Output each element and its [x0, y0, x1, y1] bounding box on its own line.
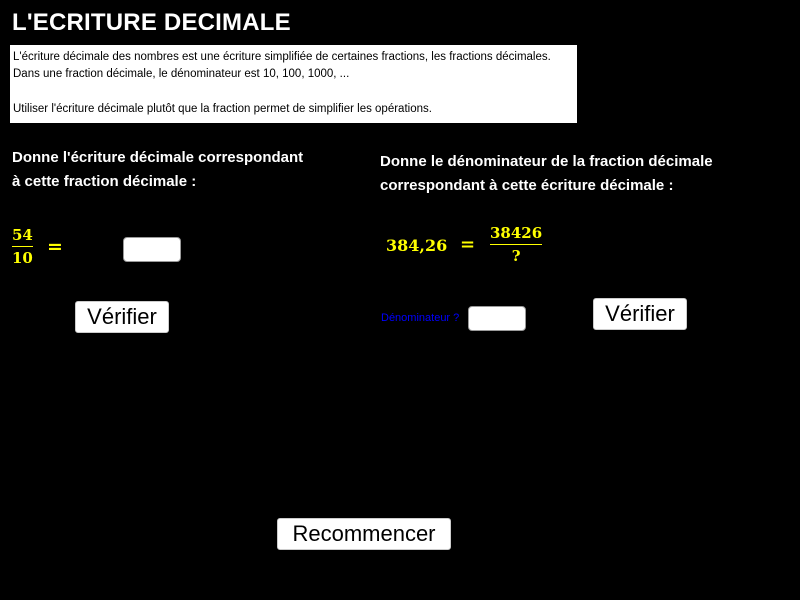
- denominator-answer-input[interactable]: [468, 306, 526, 331]
- right-decimal-number: 384,26: [386, 236, 448, 255]
- left-fraction: [12, 226, 33, 267]
- right-question: [380, 150, 713, 198]
- left-question-line-2: à cette fraction décimale :: [12, 173, 197, 190]
- left-question: [12, 146, 303, 194]
- intro-line-3: Utiliser l'écriture décimale plutôt que la fraction permet de simplifier les opérations.: [13, 103, 432, 115]
- right-fraction-bar: [490, 244, 542, 245]
- intro-line-1: L'écriture décimale des nombres est une écriture simplifiée de certaines fractions, les fractions décimales.: [13, 51, 551, 63]
- left-fraction-bar: [12, 246, 33, 247]
- intro-panel: [10, 45, 577, 123]
- right-fraction-denominator: ?: [511, 247, 521, 265]
- verify-denominator-button[interactable]: Vérifier: [593, 298, 687, 330]
- right-fraction: [490, 224, 542, 265]
- left-fraction-numerator: 54: [12, 226, 33, 244]
- decimal-answer-input[interactable]: [123, 237, 181, 262]
- left-fraction-denominator: 10: [12, 249, 33, 267]
- intro-line-2: Dans une fraction décimale, le dénominateur est 10, 100, 1000, ...: [13, 68, 350, 80]
- intro-spacer: [13, 83, 574, 101]
- page-title: L'ECRITURE DECIMALE: [12, 9, 291, 36]
- verify-decimal-button[interactable]: Vérifier: [75, 301, 169, 333]
- right-question-line-2: correspondant à cette écriture décimale :: [380, 177, 674, 194]
- denominator-input-label: Dénominateur ?: [381, 312, 460, 324]
- left-equals-sign: =: [47, 236, 63, 258]
- right-equals-sign: =: [460, 234, 476, 255]
- restart-button[interactable]: Recommencer: [277, 518, 451, 550]
- right-question-line-1: Donne le dénominateur de la fraction décimale: [380, 153, 713, 170]
- left-question-line-1: Donne l'écriture décimale correspondant: [12, 149, 304, 166]
- right-fraction-numerator: 38426: [490, 224, 543, 242]
